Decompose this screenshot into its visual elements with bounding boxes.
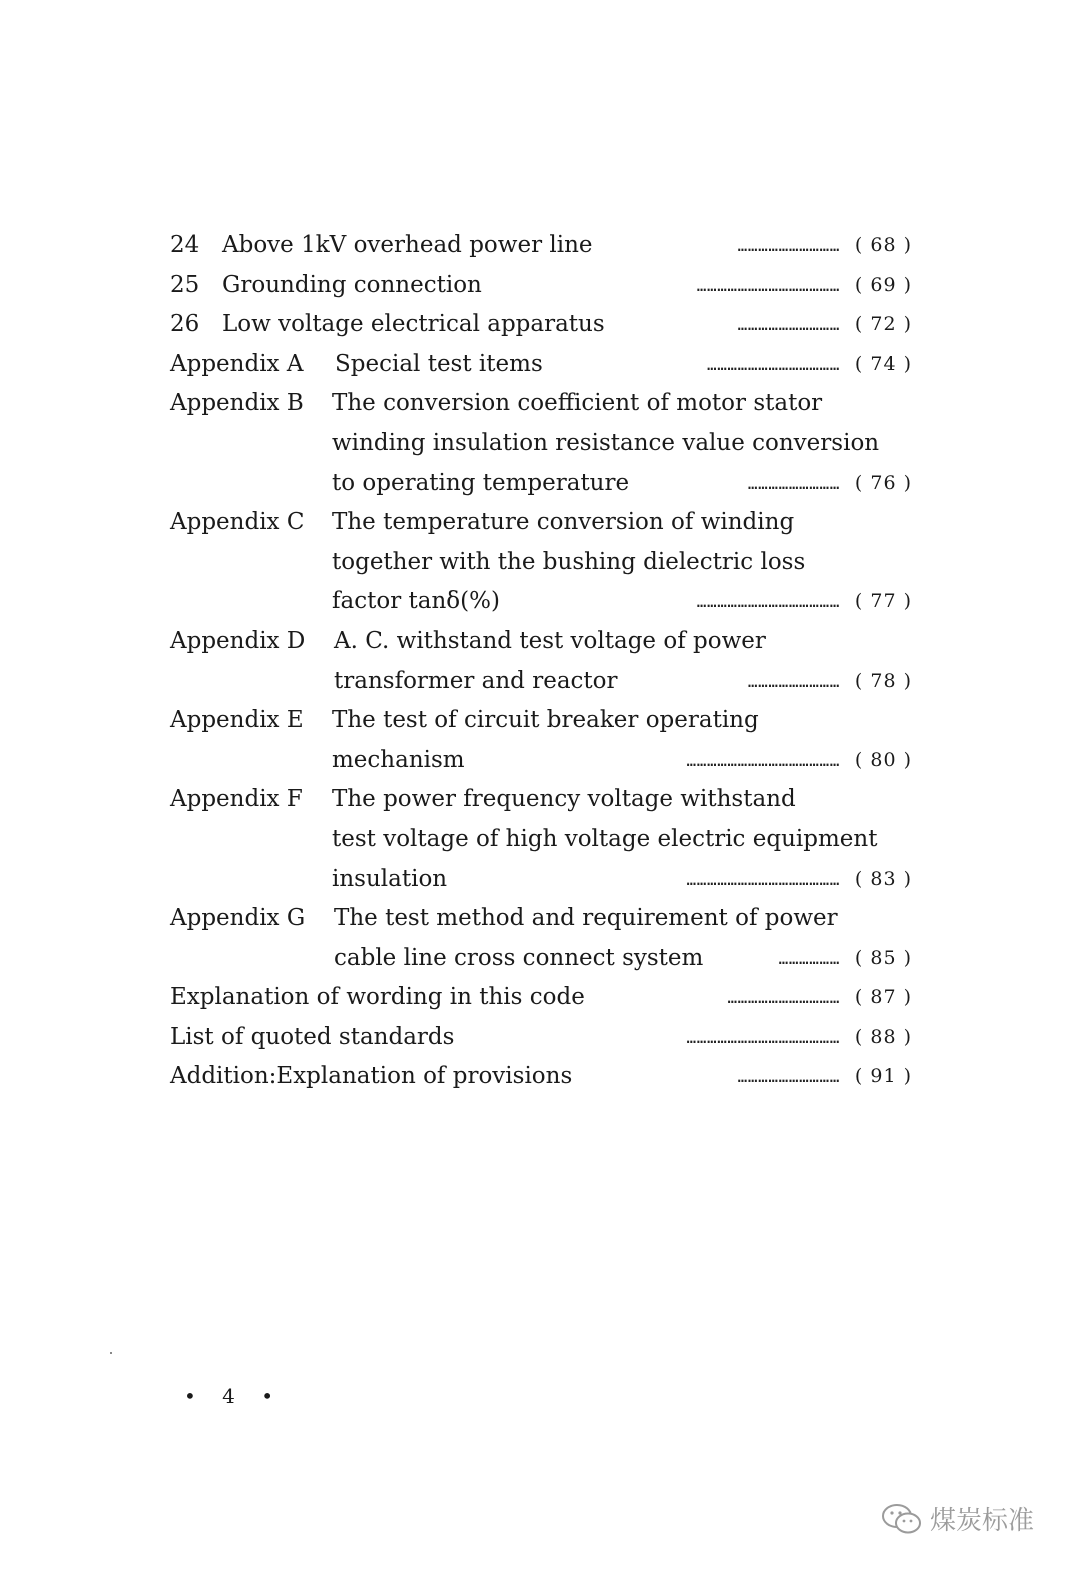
toc-entry-page: ( 78 ) — [854, 669, 912, 692]
toc-entry-page: ( 77 ) — [854, 590, 912, 613]
toc-entry[interactable] — [170, 1018, 912, 1058]
toc-entry-title: The power frequency voltage withstand — [332, 786, 796, 813]
scan-speck — [110, 1352, 112, 1354]
table-of-contents — [170, 226, 912, 1097]
toc-entry-line[interactable] — [170, 424, 912, 464]
toc-entry-title: transformer and reactor — [334, 667, 618, 694]
dot-leader: ………………………… — [737, 236, 840, 255]
toc-entry-title: factor tanδ(%) — [332, 588, 500, 615]
toc-entry[interactable] — [170, 1057, 912, 1097]
toc-entry-line[interactable] — [170, 384, 912, 424]
toc-entry-line[interactable] — [170, 503, 912, 543]
toc-entry[interactable] — [170, 305, 912, 345]
dot-leader: ……………………………………… — [686, 869, 840, 889]
dot-leader: ………………………… — [737, 1067, 840, 1087]
toc-entry-label: Appendix F — [170, 786, 303, 813]
toc-entry-label: Appendix A — [170, 350, 304, 377]
toc-entry-label: Appendix E — [170, 707, 304, 734]
toc-entry-line[interactable] — [170, 741, 912, 781]
toc-entry-line[interactable] — [170, 662, 912, 702]
toc-entry-title: Addition:Explanation of provisions — [170, 1063, 573, 1090]
toc-entry[interactable] — [170, 978, 912, 1018]
toc-entry-line[interactable] — [170, 780, 912, 820]
toc-entry-line[interactable] — [170, 622, 912, 662]
toc-entry-page: ( 72 ) — [854, 313, 912, 336]
toc-entry-number: 26 — [170, 311, 200, 338]
watermark — [880, 1500, 1034, 1537]
dot-leader: …………………………………… — [696, 275, 840, 295]
toc-entry-line[interactable] — [170, 543, 912, 583]
dot-leader: ……………………………………… — [686, 1027, 840, 1047]
toc-entry-page: ( 68 ) — [854, 234, 912, 256]
toc-entry-page: ( 76 ) — [854, 471, 912, 494]
toc-entry-line[interactable] — [170, 464, 912, 504]
wechat-icon — [880, 1502, 924, 1536]
toc-entry-title: Grounding connection — [222, 271, 482, 298]
dot-leader: ……………………… — [747, 671, 840, 691]
toc-entry-line[interactable] — [170, 860, 912, 900]
dot-leader: ………………………………… — [706, 354, 840, 374]
toc-entry-title: Explanation of wording in this code — [170, 984, 585, 1011]
toc-entry-title: together with the bushing dielectric loss — [332, 548, 806, 575]
toc-entry-title: Special test items — [335, 350, 543, 377]
toc-entry-number: 24 — [170, 232, 200, 258]
toc-entry-page: ( 74 ) — [854, 352, 912, 375]
toc-entry-line[interactable] — [170, 701, 912, 741]
dot-leader: …………………………………… — [696, 592, 840, 612]
toc-entry-title: to operating temperature — [332, 469, 630, 496]
toc-entry-title: List of quoted standards — [170, 1023, 455, 1050]
toc-entry-label: Appendix D — [170, 627, 306, 654]
page-number: • 4 • — [184, 1384, 284, 1408]
toc-entry-title: The test method and requirement of power — [334, 905, 838, 932]
toc-entry-line[interactable] — [170, 820, 912, 860]
toc-entry-title: mechanism — [332, 746, 465, 773]
dot-leader: ……………………………………… — [686, 750, 840, 770]
toc-entry-title: cable line cross connect system — [334, 944, 704, 971]
toc-entry-page: ( 91 ) — [854, 1065, 912, 1088]
toc-entry-page: ( 85 ) — [854, 946, 912, 969]
dot-leader: …………………………… — [727, 988, 840, 1008]
dot-leader: ……………………… — [747, 473, 840, 493]
toc-entry-title: Low voltage electrical apparatus — [222, 311, 605, 338]
toc-entry-title: The temperature conversion of winding — [332, 509, 795, 536]
toc-entry-number: 25 — [170, 271, 200, 298]
toc-entry-title: winding insulation resistance value conversion — [332, 429, 880, 456]
toc-entry[interactable] — [170, 345, 912, 385]
toc-entry-title: insulation — [332, 865, 448, 892]
toc-entry-title: The test of circuit breaker operating — [332, 707, 759, 734]
toc-entry-label: Appendix C — [170, 509, 305, 536]
dot-leader: ………………………… — [737, 315, 840, 335]
toc-entry-page: ( 80 ) — [854, 748, 912, 771]
toc-entry-label: Appendix B — [170, 390, 304, 417]
toc-entry-line[interactable] — [170, 582, 912, 622]
toc-entry[interactable] — [170, 266, 912, 306]
toc-entry-page: ( 69 ) — [854, 273, 912, 296]
toc-entry[interactable] — [170, 226, 912, 266]
toc-entry-page: ( 83 ) — [854, 867, 912, 890]
toc-entry-title: The conversion coefficient of motor stator — [332, 390, 823, 417]
toc-entry-line[interactable] — [170, 899, 912, 939]
toc-entry-line[interactable] — [170, 939, 912, 979]
toc-entry-page: ( 88 ) — [854, 1025, 912, 1048]
dot-leader: ……………… — [778, 948, 840, 968]
toc-entry-title: test voltage of high voltage electric equipment — [332, 825, 878, 852]
toc-entry-page: ( 87 ) — [854, 986, 912, 1009]
toc-entry-title: A. C. withstand test voltage of power — [334, 627, 766, 654]
watermark-text: 煤炭标准 — [929, 1506, 1034, 1536]
toc-entry-label: Appendix G — [170, 905, 306, 932]
toc-entry-title: Above 1kV overhead power line — [222, 232, 593, 258]
